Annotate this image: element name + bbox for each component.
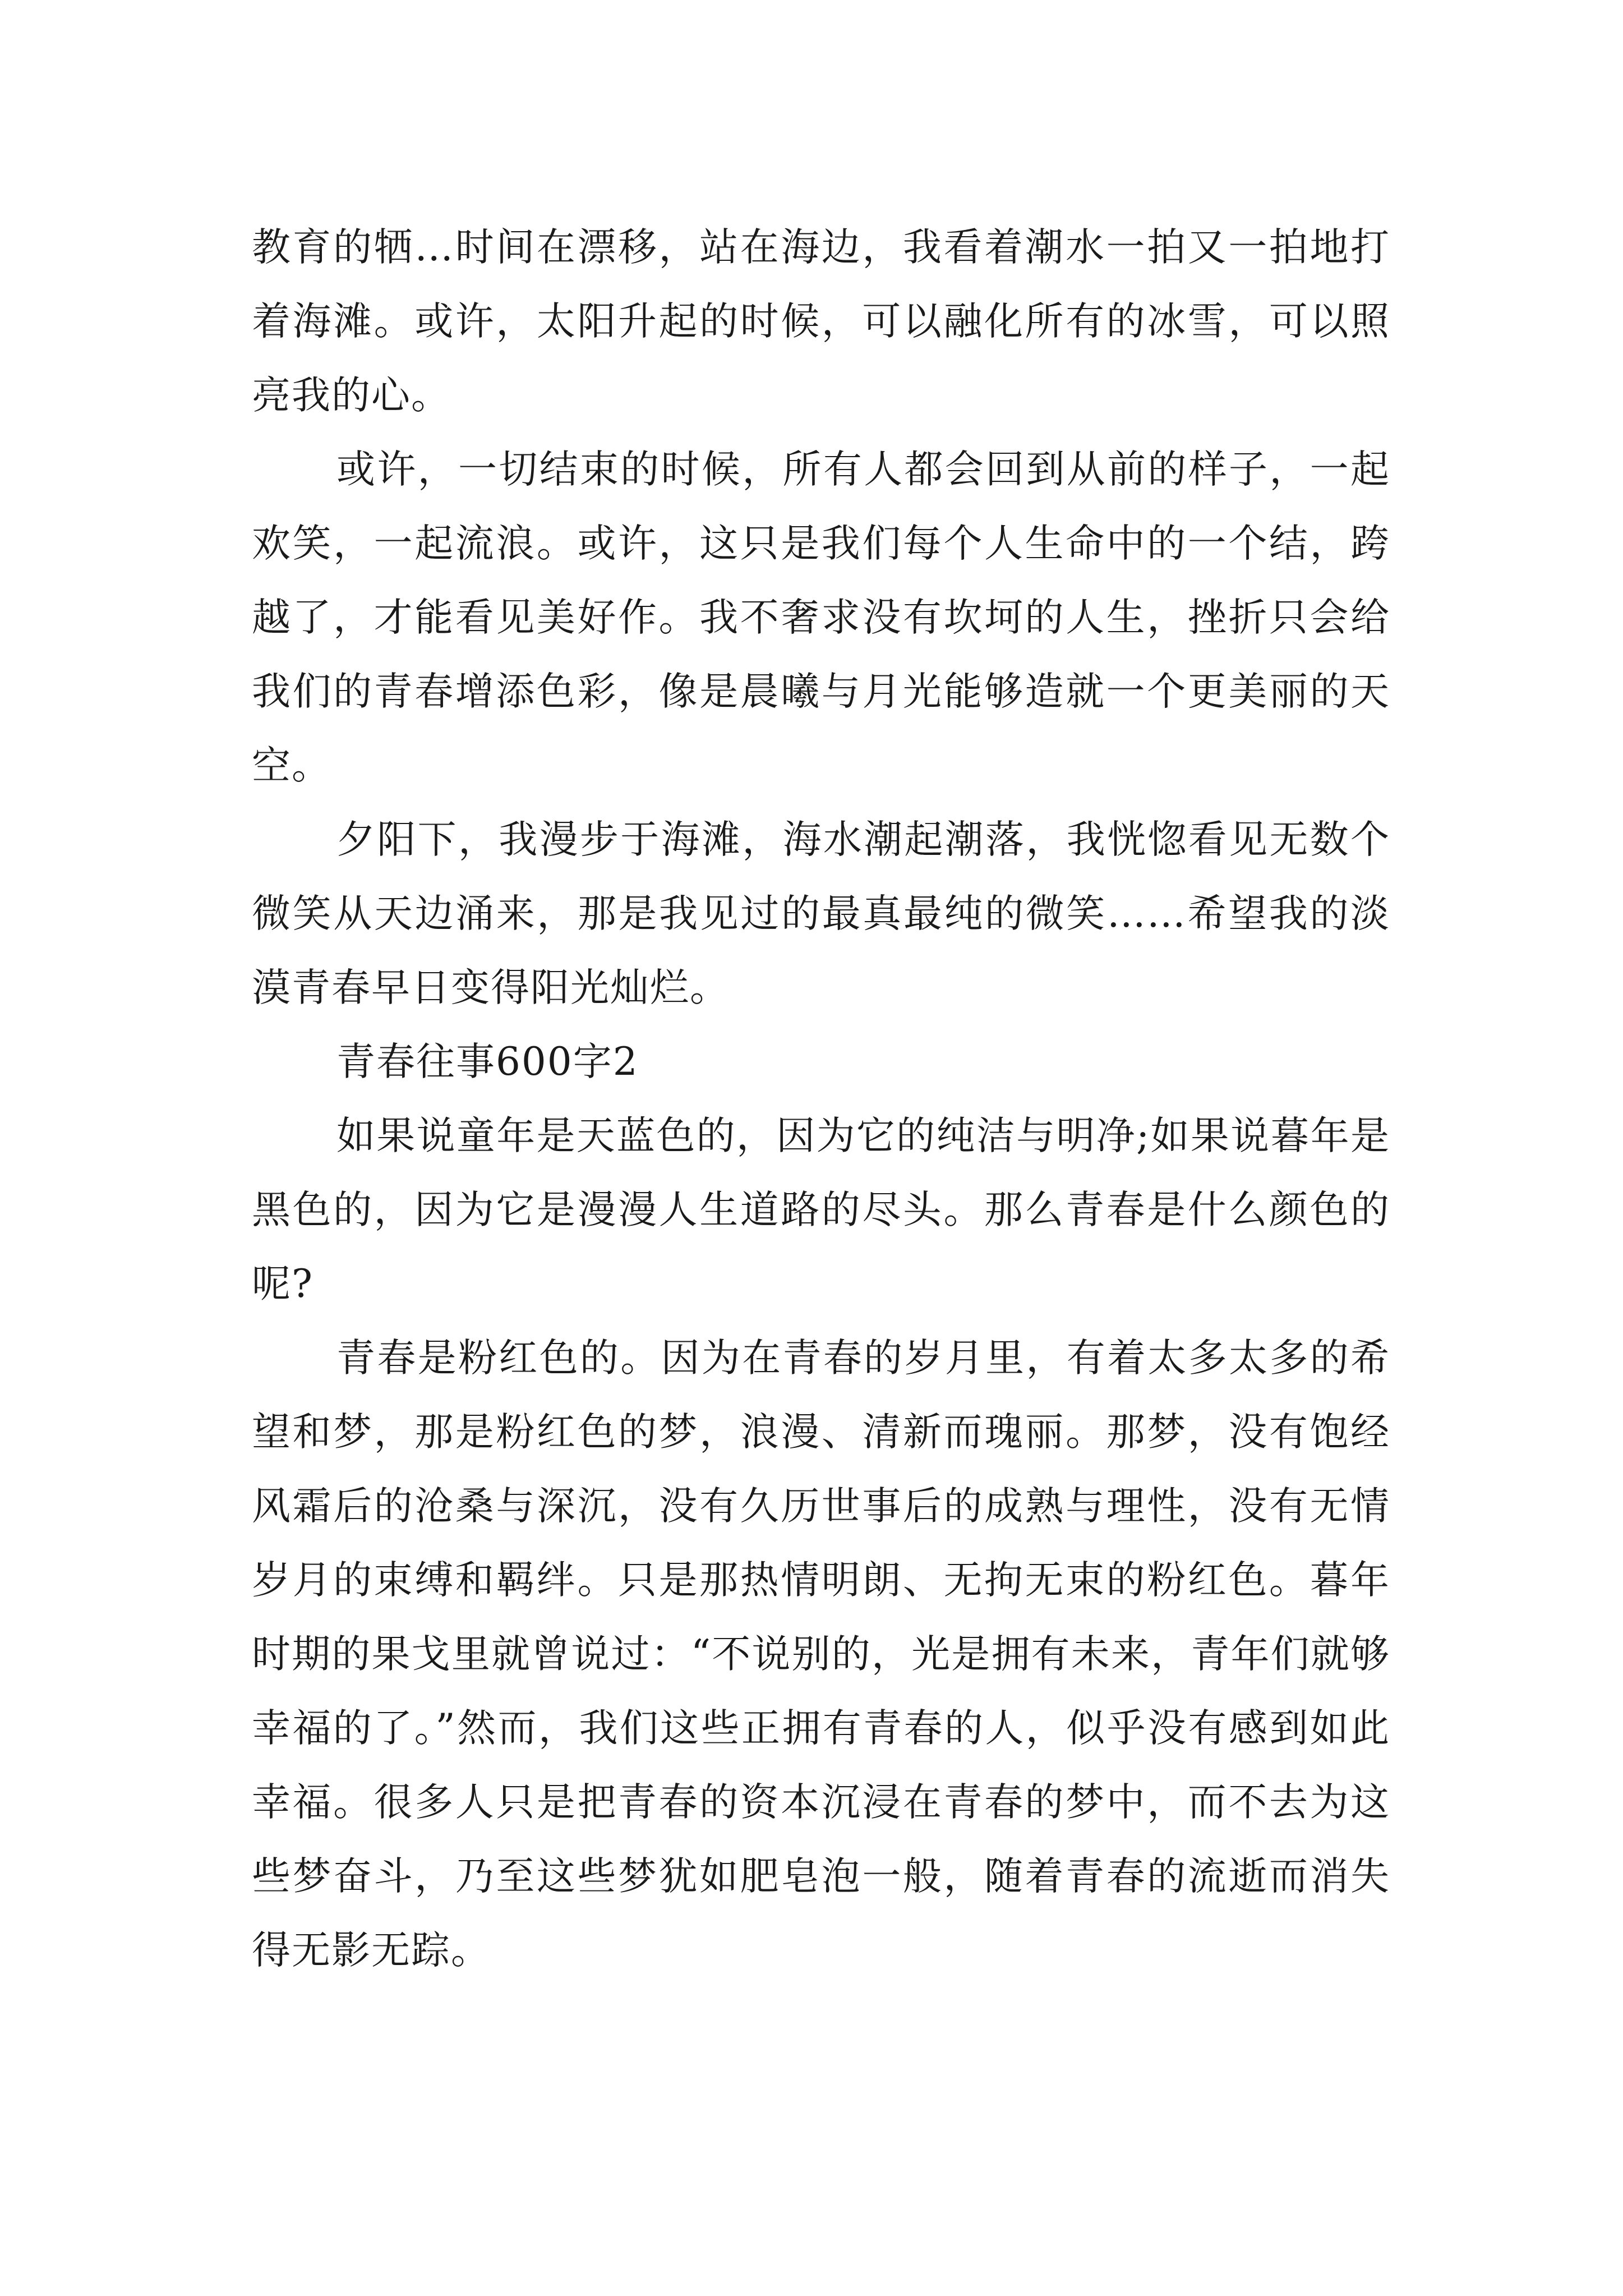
paragraph-3: 夕阳下，我漫步于海滩，海水潮起潮落，我恍惚看见无数个微笑从天边涌来，那是我见过的最真最纯的微笑……希望我的淡漠青春早日变得阳光灿烂。 (252, 817, 1390, 1010)
paragraph-2: 或许，一切结束的时候，所有人都会回到从前的样子，一起欢笑，一起流浪。或许，这只是我们每个人生命中的一个结，跨越了，才能看见美好作。我不奢求没有坎坷的人生，挫折只会给我们的青春增添色彩，像是晨曦与月光能够造就一个更美丽的天空。 (252, 447, 1390, 788)
paragraph-5: 青春是粉红色的。因为在青春的岁月里，有着太多太多的希望和梦，那是粉红色的梦，浪漫、清新而瑰丽。那梦，没有饱经风霜后的沧桑与深沉，没有久历世事后的成熟与理性，没有无情岁月的束缚和羁绊。只是那热情明朗、无拘无束的粉红色。暮年时期的果戈里就曾说过：“不说别的，光是拥有未来，青年们就够幸福的了。”然而，我们这些正拥有青春的人，似乎没有感到如此幸福。很多人只是把青春的资本沉浸在青春的梦中，而不去为这些梦奋斗，乃至这些梦犹如肥皂泡一般，随着青春的流逝而消失得无影无踪。 (252, 1336, 1390, 1973)
paragraph-4: 如果说童年是天蓝色的，因为它的纯洁与明净;如果说暮年是黑色的，因为它是漫漫人生道路的尽头。那么青春是什么颜色的呢? (252, 1114, 1390, 1306)
paragraph-1: 教育的牺…时间在漂移，站在海边，我看着潮水一拍又一拍地打着海滩。或许，太阳升起的时候，可以融化所有的冰雪，可以照亮我的心。 (252, 225, 1390, 418)
section-heading: 青春往事600字2 (336, 1039, 639, 1084)
document-body (252, 210, 1390, 1987)
